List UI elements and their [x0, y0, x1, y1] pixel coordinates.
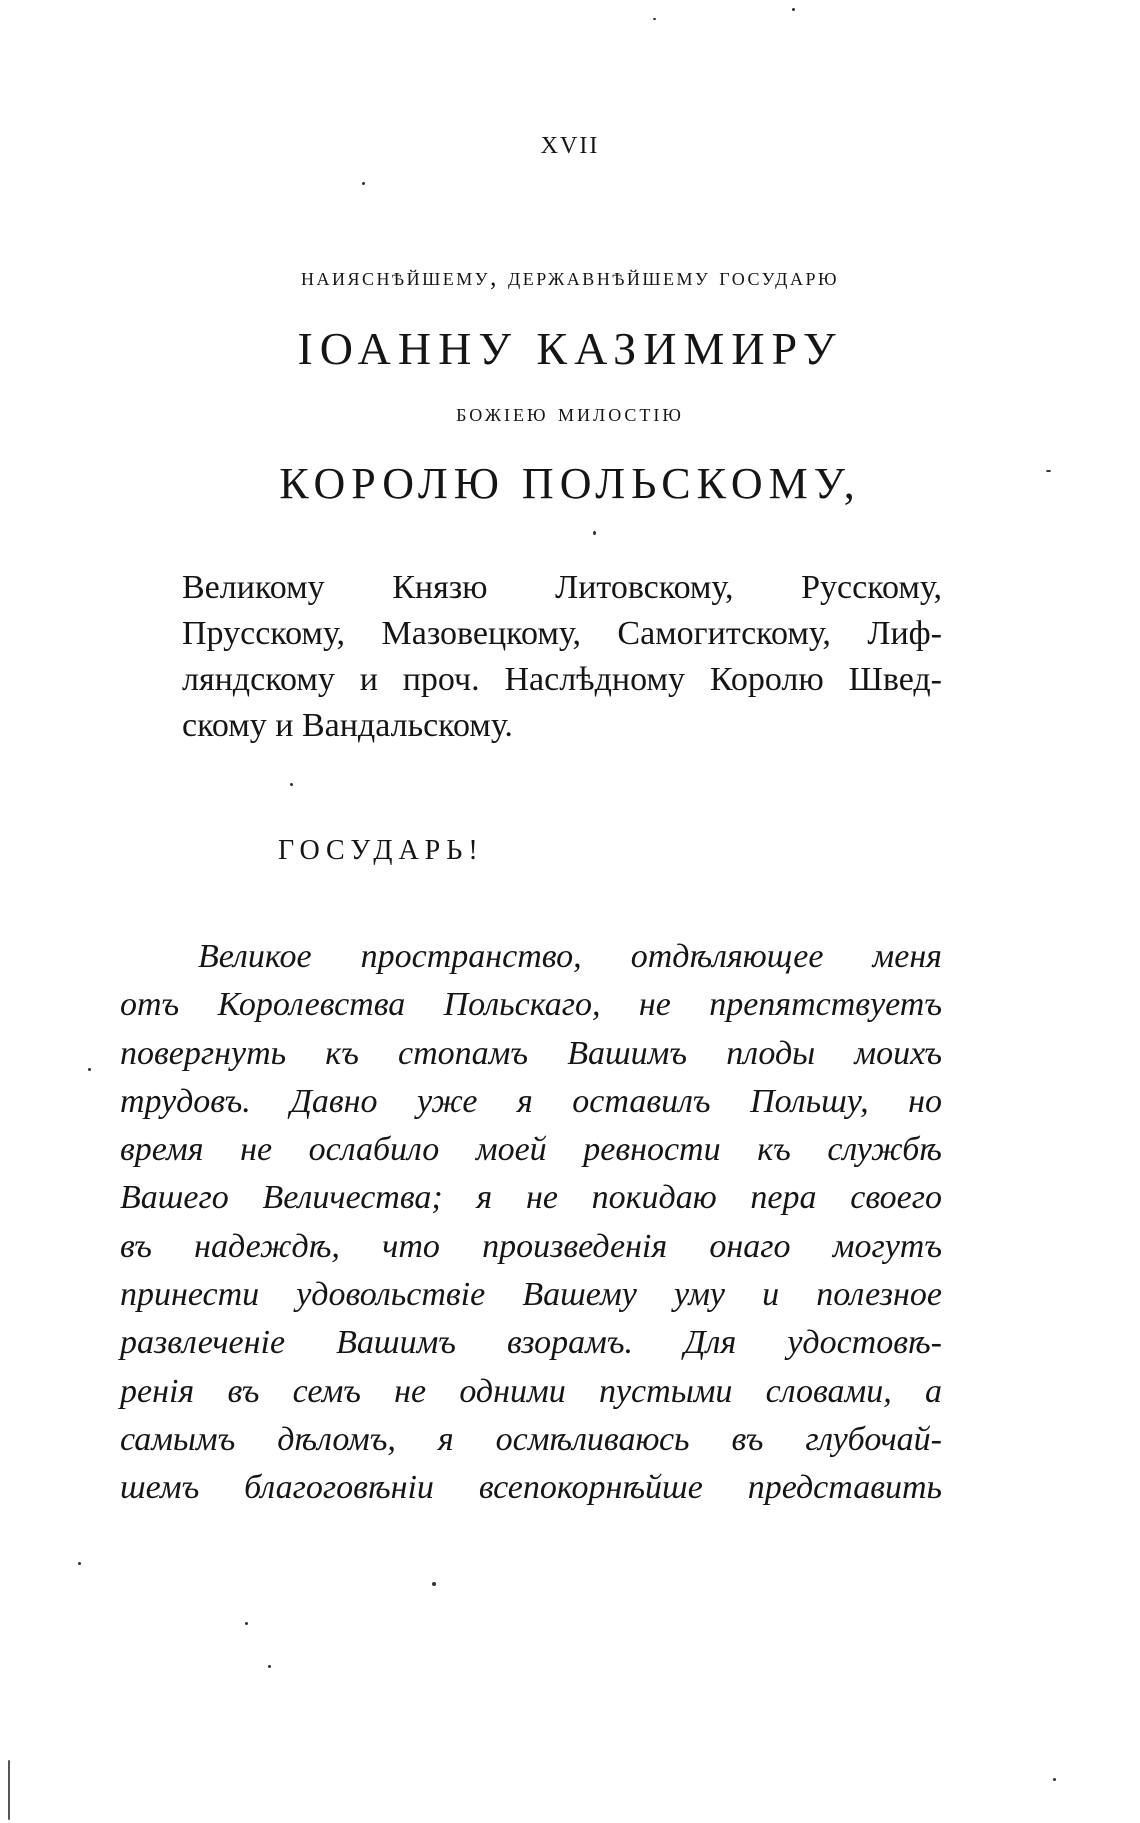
- dedication-king-name: IОАННУ КАЗИМИРУ: [297, 323, 843, 374]
- scan-speck: [8, 1760, 10, 1820]
- dedication-line-1: наияснѣйшему, державнѣйшему государю: [301, 262, 839, 291]
- body-line: повергнуть къ стопамъ Вашимъ плоды моихъ: [120, 1034, 942, 1072]
- body-line: трудовъ. Давно уже я оставилъ Польшу, но: [120, 1082, 942, 1120]
- page-number: XVII: [540, 133, 600, 159]
- body-line: шемъ благоговѣнiи всепокорнѣйше представить: [120, 1469, 942, 1507]
- titles-line: скому и Вандальскому.: [182, 707, 513, 744]
- body-line: въ надеждѣ, что произведенiя онаго могутъ: [120, 1227, 942, 1265]
- body-line: принести удовольствiе Вашему уму и полезное: [120, 1276, 942, 1314]
- body-line: развлеченiе Вашимъ взорамъ. Для удостовѣ-: [120, 1324, 942, 1362]
- scan-speck: [362, 182, 365, 185]
- scan-speck: [432, 1582, 436, 1586]
- scan-speck: [78, 1562, 81, 1565]
- scan-speck: [593, 531, 596, 535]
- body-line: отъ Королевства Польскаго, не препятствуетъ: [120, 986, 942, 1024]
- body-line: ренiя въ семъ не одними пустыми словами, а: [120, 1372, 942, 1410]
- titles-line: ляндскому и проч. Наслѣдному Королю Швед-: [182, 661, 942, 698]
- scan-speck: [245, 1622, 248, 1625]
- scan-speck: [1046, 470, 1051, 472]
- scan-speck: [792, 8, 795, 11]
- dedication-body: [120, 933, 942, 1513]
- scan-speck: [653, 18, 656, 20]
- body-line: самымъ дѣломъ, я осмѣливаюсь въ глубочай-: [120, 1420, 942, 1458]
- body-line: Великое пространство, отдѣляющее меня: [198, 938, 942, 975]
- scan-speck: [88, 1068, 91, 1071]
- dedication-king-title: КОРОЛЮ ПОЛЬСКОМУ,: [279, 459, 861, 508]
- dedication-line-3: божiею милостiю: [456, 398, 684, 427]
- salutation: ГОСУДАРЬ!: [278, 835, 484, 866]
- scan-speck: [268, 1665, 271, 1668]
- titles-line: Великому Князю Литовскому, Русскому,: [182, 569, 942, 606]
- scan-speck: [1053, 1778, 1056, 1781]
- body-line: Вашего Величества; я не покидаю пера своего: [120, 1179, 942, 1217]
- titles-line: Прусскому, Мазовецкому, Самогитскому, Лиф-: [182, 615, 942, 652]
- body-line: время не ослабило моей ревности къ службѣ: [120, 1131, 942, 1169]
- royal-titles: [182, 565, 942, 749]
- scan-speck: [290, 783, 293, 786]
